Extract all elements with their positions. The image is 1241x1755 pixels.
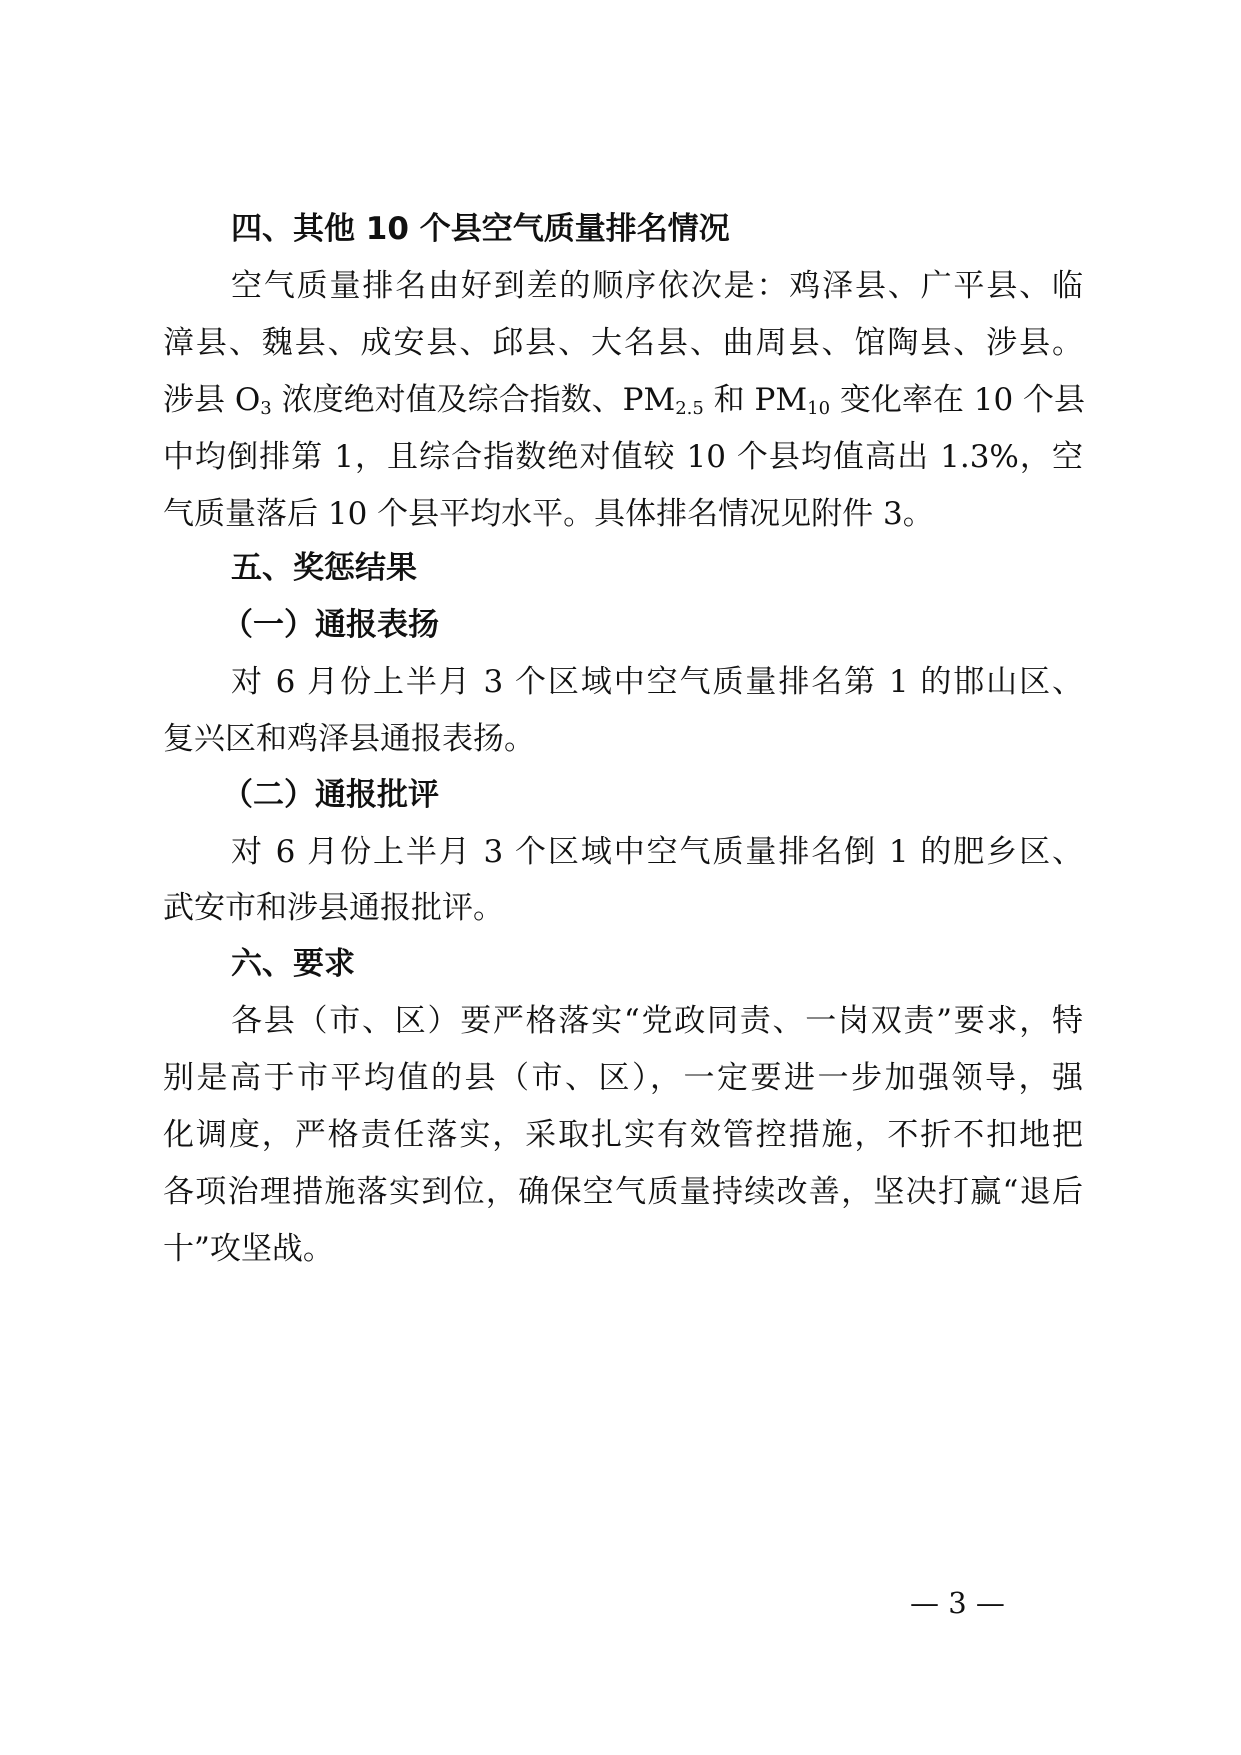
- page-number: — 3 —: [910, 1586, 1005, 1620]
- section4-paragraph-line: [163, 378, 1086, 422]
- sub1-paragraph-line: 对 6 月份上半月 3 个区域中空气质量排名第 1 的邯山区、: [231, 664, 1083, 700]
- section6-heading: 六、要求: [231, 946, 355, 982]
- subscript: 3: [260, 398, 272, 419]
- text-run: 浓度绝对值及综合指数、PM: [271, 382, 676, 418]
- text-run: 变化率在 10 个县: [830, 382, 1086, 418]
- section6-paragraph-line: 各项治理措施落实到位，确保空气质量持续改善，坚决打赢“退后: [163, 1174, 1083, 1210]
- section5-heading: 五、奖惩结果: [231, 550, 417, 586]
- section6-paragraph-line: 别是高于市平均值的县（市、区），一定要进一步加强领导，强: [163, 1060, 1083, 1096]
- sub2-heading: （二）通报批评: [222, 777, 439, 813]
- text-run: 和 PM: [703, 382, 808, 418]
- section4-paragraph-line: 空气质量排名由好到差的顺序依次是：鸡泽县、广平县、临: [231, 268, 1083, 304]
- subscript: 2.5: [675, 398, 704, 419]
- subscript: 10: [807, 398, 831, 419]
- sub1-heading: （一）通报表扬: [222, 607, 439, 643]
- sub1-paragraph-line: 复兴区和鸡泽县通报表扬。: [163, 721, 535, 757]
- section4-paragraph-line: 漳县、魏县、成安县、邱县、大名县、曲周县、馆陶县、涉县。: [163, 325, 1083, 361]
- section4-heading: 四、其他 10 个县空气质量排名情况: [231, 211, 730, 247]
- section6-paragraph-line: 十”攻坚战。: [163, 1231, 334, 1267]
- section4-paragraph-line: 气质量落后 10 个县平均水平。具体排名情况见附件 3。: [163, 496, 934, 532]
- section4-paragraph-line: 中均倒排第 1，且综合指数绝对值较 10 个县均值高出 1.3%，空: [163, 439, 1083, 475]
- section6-paragraph-line: 化调度，严格责任落实，采取扎实有效管控措施，不折不扣地把: [163, 1117, 1083, 1153]
- sub2-paragraph-line: 武安市和涉县通报批评。: [163, 890, 504, 926]
- section6-paragraph-line: 各县（市、区）要严格落实“党政同责、一岗双责”要求，特: [231, 1003, 1083, 1039]
- sub2-paragraph-line: 对 6 月份上半月 3 个区域中空气质量排名倒 1 的肥乡区、: [231, 834, 1083, 870]
- text-run: 涉县 O: [163, 382, 261, 418]
